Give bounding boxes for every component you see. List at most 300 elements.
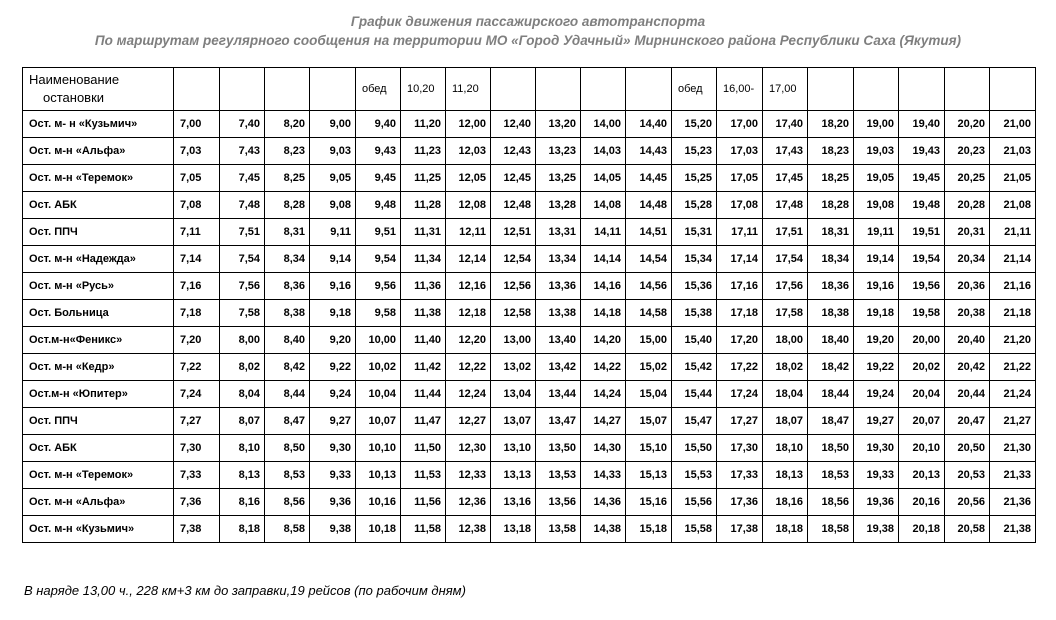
stop-name-cell: Ост. м-н «Надежда»	[23, 246, 174, 273]
stop-name-cell: Ост. м-н «Альфа»	[23, 489, 174, 516]
departure-time-cell: 7,20	[174, 327, 220, 354]
departure-time-cell: 12,00	[446, 111, 491, 138]
departure-time-cell: 13,13	[491, 462, 536, 489]
departure-time-cell: 8,28	[265, 192, 310, 219]
departure-time-cell: 12,58	[491, 300, 536, 327]
departure-time-cell: 19,36	[854, 489, 899, 516]
table-row	[23, 192, 1036, 219]
departure-time-cell: 18,38	[808, 300, 854, 327]
departure-time-cell: 18,36	[808, 273, 854, 300]
departure-time-cell: 11,36	[401, 273, 446, 300]
departure-time-cell: 20,44	[945, 381, 990, 408]
departure-time-cell: 17,00	[717, 111, 763, 138]
departure-time-cell: 9,22	[310, 354, 356, 381]
header-column-1	[174, 68, 220, 111]
departure-time-cell: 19,43	[899, 138, 945, 165]
departure-time-cell: 13,10	[491, 435, 536, 462]
departure-time-cell: 13,42	[536, 354, 581, 381]
departure-time-cell: 9,03	[310, 138, 356, 165]
departure-time-cell: 7,00	[174, 111, 220, 138]
departure-time-cell: 15,04	[626, 381, 672, 408]
departure-time-cell: 12,11	[446, 219, 491, 246]
departure-time-cell: 12,14	[446, 246, 491, 273]
departure-time-cell: 9,38	[310, 516, 356, 543]
departure-time-cell: 7,18	[174, 300, 220, 327]
departure-time-cell: 11,53	[401, 462, 446, 489]
departure-time-cell: 12,48	[491, 192, 536, 219]
departure-time-cell: 14,36	[581, 489, 626, 516]
departure-time-cell: 15,16	[626, 489, 672, 516]
departure-time-cell: 8,23	[265, 138, 310, 165]
departure-time-cell: 13,44	[536, 381, 581, 408]
departure-time-cell: 18,07	[763, 408, 808, 435]
departure-time-cell: 15,58	[672, 516, 717, 543]
departure-time-cell: 7,40	[220, 111, 265, 138]
departure-time-cell: 7,56	[220, 273, 265, 300]
departure-time-cell: 18,00	[763, 327, 808, 354]
departure-time-cell: 20,00	[899, 327, 945, 354]
departure-time-cell: 8,00	[220, 327, 265, 354]
departure-time-cell: 8,40	[265, 327, 310, 354]
departure-time-cell: 19,51	[899, 219, 945, 246]
departure-time-cell: 13,28	[536, 192, 581, 219]
table-row	[23, 381, 1036, 408]
stop-name-cell: Ост. м-н «Теремок»	[23, 165, 174, 192]
departure-time-cell: 17,05	[717, 165, 763, 192]
departure-time-cell: 14,30	[581, 435, 626, 462]
departure-time-cell: 14,58	[626, 300, 672, 327]
departure-time-cell: 21,38	[990, 516, 1036, 543]
departure-time-cell: 11,38	[401, 300, 446, 327]
departure-time-cell: 17,30	[717, 435, 763, 462]
departure-time-cell: 17,22	[717, 354, 763, 381]
departure-time-cell: 14,54	[626, 246, 672, 273]
header-column-13: 16,00-	[717, 68, 763, 111]
table-row	[23, 462, 1036, 489]
departure-time-cell: 20,58	[945, 516, 990, 543]
departure-time-cell: 17,14	[717, 246, 763, 273]
departure-time-cell: 15,13	[626, 462, 672, 489]
stop-name-cell: Ост. м-н «Кедр»	[23, 354, 174, 381]
departure-time-cell: 18,42	[808, 354, 854, 381]
departure-time-cell: 19,24	[854, 381, 899, 408]
departure-time-cell: 14,48	[626, 192, 672, 219]
departure-time-cell: 13,04	[491, 381, 536, 408]
departure-time-cell: 18,34	[808, 246, 854, 273]
stop-name-cell: Ост. ППЧ	[23, 408, 174, 435]
departure-time-cell: 21,30	[990, 435, 1036, 462]
stop-name-cell: Ост. м-н «Кузьмич»	[23, 516, 174, 543]
departure-time-cell: 11,42	[401, 354, 446, 381]
departure-time-cell: 14,38	[581, 516, 626, 543]
stop-name-cell: Ост.м-н«Феникс»	[23, 327, 174, 354]
departure-time-cell: 21,27	[990, 408, 1036, 435]
departure-time-cell: 7,33	[174, 462, 220, 489]
departure-time-cell: 15,31	[672, 219, 717, 246]
departure-time-cell: 21,11	[990, 219, 1036, 246]
header-column-4	[310, 68, 356, 111]
departure-time-cell: 15,36	[672, 273, 717, 300]
departure-time-cell: 19,14	[854, 246, 899, 273]
departure-time-cell: 14,14	[581, 246, 626, 273]
departure-time-cell: 12,22	[446, 354, 491, 381]
departure-time-cell: 8,47	[265, 408, 310, 435]
departure-time-cell: 7,24	[174, 381, 220, 408]
departure-time-cell: 17,38	[717, 516, 763, 543]
table-row	[23, 300, 1036, 327]
departure-time-cell: 18,53	[808, 462, 854, 489]
departure-time-cell: 8,25	[265, 165, 310, 192]
departure-time-cell: 7,48	[220, 192, 265, 219]
table-row	[23, 165, 1036, 192]
departure-time-cell: 12,43	[491, 138, 536, 165]
departure-time-cell: 21,00	[990, 111, 1036, 138]
departure-time-cell: 14,51	[626, 219, 672, 246]
departure-time-cell: 13,56	[536, 489, 581, 516]
header-column-14: 17,00	[763, 68, 808, 111]
departure-time-cell: 17,20	[717, 327, 763, 354]
departure-time-cell: 21,20	[990, 327, 1036, 354]
departure-time-cell: 7,05	[174, 165, 220, 192]
departure-time-cell: 8,53	[265, 462, 310, 489]
departure-time-cell: 13,36	[536, 273, 581, 300]
departure-time-cell: 13,00	[491, 327, 536, 354]
departure-time-cell: 12,36	[446, 489, 491, 516]
departure-time-cell: 13,07	[491, 408, 536, 435]
departure-time-cell: 15,53	[672, 462, 717, 489]
departure-time-cell: 7,58	[220, 300, 265, 327]
departure-time-cell: 8,31	[265, 219, 310, 246]
departure-time-cell: 20,18	[899, 516, 945, 543]
departure-time-cell: 19,38	[854, 516, 899, 543]
departure-time-cell: 12,03	[446, 138, 491, 165]
departure-time-cell: 9,51	[356, 219, 401, 246]
departure-time-cell: 10,16	[356, 489, 401, 516]
departure-time-cell: 14,27	[581, 408, 626, 435]
document-subtitle: По маршрутам регулярного сообщения на территории МО «Город Удачный» Мирнинского района Республики Саха (Якутия)	[94, 33, 962, 48]
departure-time-cell: 18,47	[808, 408, 854, 435]
departure-time-cell: 18,10	[763, 435, 808, 462]
stop-name-cell: Ост. м- н «Кузьмич»	[23, 111, 174, 138]
departure-time-cell: 13,34	[536, 246, 581, 273]
table-row	[23, 354, 1036, 381]
departure-time-cell: 18,23	[808, 138, 854, 165]
departure-time-cell: 17,18	[717, 300, 763, 327]
document-title: График движения пассажирского автотранспорта	[350, 14, 706, 29]
departure-time-cell: 7,45	[220, 165, 265, 192]
header-column-9	[536, 68, 581, 111]
departure-time-cell: 9,45	[356, 165, 401, 192]
departure-time-cell: 7,43	[220, 138, 265, 165]
header-column-17	[899, 68, 945, 111]
departure-time-cell: 21,33	[990, 462, 1036, 489]
header-column-19	[990, 68, 1036, 111]
departure-time-cell: 20,38	[945, 300, 990, 327]
header-stop-name-line1: Наименование	[29, 72, 120, 87]
departure-time-cell: 15,18	[626, 516, 672, 543]
departure-time-cell: 14,18	[581, 300, 626, 327]
table-row	[23, 246, 1036, 273]
departure-time-cell: 15,44	[672, 381, 717, 408]
departure-time-cell: 12,20	[446, 327, 491, 354]
departure-time-cell: 12,05	[446, 165, 491, 192]
departure-time-cell: 9,18	[310, 300, 356, 327]
departure-time-cell: 18,50	[808, 435, 854, 462]
departure-time-cell: 20,40	[945, 327, 990, 354]
departure-time-cell: 13,53	[536, 462, 581, 489]
departure-time-cell: 7,11	[174, 219, 220, 246]
header-stop-name	[23, 68, 174, 111]
departure-time-cell: 19,56	[899, 273, 945, 300]
departure-time-cell: 9,14	[310, 246, 356, 273]
departure-time-cell: 17,40	[763, 111, 808, 138]
departure-time-cell: 15,25	[672, 165, 717, 192]
header-column-18	[945, 68, 990, 111]
departure-time-cell: 7,14	[174, 246, 220, 273]
departure-time-cell: 17,33	[717, 462, 763, 489]
departure-time-cell: 14,03	[581, 138, 626, 165]
departure-time-cell: 19,48	[899, 192, 945, 219]
departure-time-cell: 19,11	[854, 219, 899, 246]
header-column-16	[854, 68, 899, 111]
departure-time-cell: 20,47	[945, 408, 990, 435]
departure-time-cell: 19,16	[854, 273, 899, 300]
departure-time-cell: 17,48	[763, 192, 808, 219]
header-column-11	[626, 68, 672, 111]
departure-time-cell: 14,43	[626, 138, 672, 165]
departure-time-cell: 20,53	[945, 462, 990, 489]
departure-time-cell: 15,00	[626, 327, 672, 354]
header-column-3	[265, 68, 310, 111]
departure-time-cell: 9,20	[310, 327, 356, 354]
departure-time-cell: 19,58	[899, 300, 945, 327]
table-row	[23, 489, 1036, 516]
departure-time-cell: 15,20	[672, 111, 717, 138]
departure-time-cell: 20,20	[945, 111, 990, 138]
departure-time-cell: 9,56	[356, 273, 401, 300]
departure-time-cell: 19,05	[854, 165, 899, 192]
departure-time-cell: 11,44	[401, 381, 446, 408]
departure-time-cell: 13,50	[536, 435, 581, 462]
departure-time-cell: 8,58	[265, 516, 310, 543]
departure-time-cell: 20,16	[899, 489, 945, 516]
table-header-row	[23, 68, 1036, 111]
schedule-table	[22, 67, 1036, 543]
departure-time-cell: 11,23	[401, 138, 446, 165]
header-stop-name-line2: остановки	[43, 90, 105, 105]
departure-time-cell: 7,03	[174, 138, 220, 165]
departure-time-cell: 18,20	[808, 111, 854, 138]
departure-time-cell: 21,03	[990, 138, 1036, 165]
departure-time-cell: 14,40	[626, 111, 672, 138]
departure-time-cell: 15,38	[672, 300, 717, 327]
departure-time-cell: 20,23	[945, 138, 990, 165]
departure-time-cell: 7,36	[174, 489, 220, 516]
departure-time-cell: 9,24	[310, 381, 356, 408]
header-column-12: обед	[672, 68, 717, 111]
departure-time-cell: 7,54	[220, 246, 265, 273]
departure-time-cell: 11,25	[401, 165, 446, 192]
stop-name-cell: Ост.м-н «Юпитер»	[23, 381, 174, 408]
table-row	[23, 327, 1036, 354]
departure-time-cell: 9,36	[310, 489, 356, 516]
departure-time-cell: 8,16	[220, 489, 265, 516]
departure-time-cell: 17,11	[717, 219, 763, 246]
departure-time-cell: 19,03	[854, 138, 899, 165]
departure-time-cell: 20,13	[899, 462, 945, 489]
departure-time-cell: 17,27	[717, 408, 763, 435]
departure-time-cell: 21,05	[990, 165, 1036, 192]
departure-time-cell: 7,27	[174, 408, 220, 435]
departure-time-cell: 18,16	[763, 489, 808, 516]
departure-time-cell: 19,33	[854, 462, 899, 489]
departure-time-cell: 19,20	[854, 327, 899, 354]
table-row	[23, 111, 1036, 138]
stop-name-cell: Ост. ППЧ	[23, 219, 174, 246]
departure-time-cell: 13,23	[536, 138, 581, 165]
departure-time-cell: 20,28	[945, 192, 990, 219]
departure-time-cell: 18,28	[808, 192, 854, 219]
departure-time-cell: 10,07	[356, 408, 401, 435]
departure-time-cell: 14,45	[626, 165, 672, 192]
departure-time-cell: 21,08	[990, 192, 1036, 219]
table-row	[23, 516, 1036, 543]
departure-time-cell: 9,30	[310, 435, 356, 462]
departure-time-cell: 17,43	[763, 138, 808, 165]
departure-time-cell: 21,18	[990, 300, 1036, 327]
departure-time-cell: 13,58	[536, 516, 581, 543]
table-row	[23, 219, 1036, 246]
departure-time-cell: 9,00	[310, 111, 356, 138]
departure-time-cell: 19,54	[899, 246, 945, 273]
departure-time-cell: 14,33	[581, 462, 626, 489]
departure-time-cell: 20,07	[899, 408, 945, 435]
header-column-2	[220, 68, 265, 111]
departure-time-cell: 21,16	[990, 273, 1036, 300]
departure-time-cell: 17,03	[717, 138, 763, 165]
departure-time-cell: 12,38	[446, 516, 491, 543]
departure-time-cell: 9,08	[310, 192, 356, 219]
departure-time-cell: 20,04	[899, 381, 945, 408]
departure-time-cell: 8,20	[265, 111, 310, 138]
departure-time-cell: 20,36	[945, 273, 990, 300]
departure-time-cell: 11,58	[401, 516, 446, 543]
departure-time-cell: 17,58	[763, 300, 808, 327]
departure-time-cell: 7,16	[174, 273, 220, 300]
departure-time-cell: 8,38	[265, 300, 310, 327]
departure-time-cell: 7,22	[174, 354, 220, 381]
departure-time-cell: 12,16	[446, 273, 491, 300]
departure-time-cell: 14,20	[581, 327, 626, 354]
departure-time-cell: 20,25	[945, 165, 990, 192]
departure-time-cell: 8,18	[220, 516, 265, 543]
departure-time-cell: 19,40	[899, 111, 945, 138]
departure-time-cell: 14,22	[581, 354, 626, 381]
departure-time-cell: 8,07	[220, 408, 265, 435]
departure-time-cell: 18,13	[763, 462, 808, 489]
departure-time-cell: 13,16	[491, 489, 536, 516]
departure-time-cell: 8,04	[220, 381, 265, 408]
departure-time-cell: 19,08	[854, 192, 899, 219]
departure-time-cell: 20,50	[945, 435, 990, 462]
departure-time-cell: 9,40	[356, 111, 401, 138]
departure-time-cell: 15,10	[626, 435, 672, 462]
table-row	[23, 435, 1036, 462]
departure-time-cell: 10,04	[356, 381, 401, 408]
departure-time-cell: 10,13	[356, 462, 401, 489]
departure-time-cell: 17,08	[717, 192, 763, 219]
stop-name-cell: Ост. м-н «Альфа»	[23, 138, 174, 165]
departure-time-cell: 20,34	[945, 246, 990, 273]
departure-time-cell: 9,05	[310, 165, 356, 192]
table-row	[23, 408, 1036, 435]
departure-time-cell: 15,23	[672, 138, 717, 165]
departure-time-cell: 15,50	[672, 435, 717, 462]
departure-time-cell: 9,43	[356, 138, 401, 165]
departure-time-cell: 17,45	[763, 165, 808, 192]
departure-time-cell: 12,56	[491, 273, 536, 300]
departure-time-cell: 12,51	[491, 219, 536, 246]
departure-time-cell: 8,50	[265, 435, 310, 462]
departure-time-cell: 11,34	[401, 246, 446, 273]
departure-time-cell: 11,50	[401, 435, 446, 462]
table-row	[23, 138, 1036, 165]
departure-time-cell: 15,42	[672, 354, 717, 381]
departure-time-cell: 15,02	[626, 354, 672, 381]
departure-time-cell: 18,58	[808, 516, 854, 543]
departure-time-cell: 18,04	[763, 381, 808, 408]
departure-time-cell: 9,11	[310, 219, 356, 246]
departure-time-cell: 20,02	[899, 354, 945, 381]
departure-time-cell: 18,25	[808, 165, 854, 192]
departure-time-cell: 8,34	[265, 246, 310, 273]
departure-time-cell: 8,02	[220, 354, 265, 381]
departure-time-cell: 7,38	[174, 516, 220, 543]
departure-time-cell: 19,22	[854, 354, 899, 381]
departure-time-cell: 19,18	[854, 300, 899, 327]
departure-time-cell: 17,56	[763, 273, 808, 300]
departure-time-cell: 19,45	[899, 165, 945, 192]
departure-time-cell: 7,51	[220, 219, 265, 246]
departure-time-cell: 10,02	[356, 354, 401, 381]
departure-time-cell: 15,07	[626, 408, 672, 435]
departure-time-cell: 13,47	[536, 408, 581, 435]
departure-time-cell: 13,18	[491, 516, 536, 543]
departure-time-cell: 18,02	[763, 354, 808, 381]
departure-time-cell: 12,40	[491, 111, 536, 138]
departure-time-cell: 7,30	[174, 435, 220, 462]
stop-name-cell: Ост. АБК	[23, 192, 174, 219]
departure-time-cell: 15,47	[672, 408, 717, 435]
departure-time-cell: 18,31	[808, 219, 854, 246]
departure-time-cell: 11,31	[401, 219, 446, 246]
departure-time-cell: 7,08	[174, 192, 220, 219]
header-column-6: 10,20	[401, 68, 446, 111]
departure-time-cell: 14,24	[581, 381, 626, 408]
footer-note: В наряде 13,00 ч., 228 км+3 км до заправки,19 рейсов (по рабочим дням)	[24, 583, 466, 598]
departure-time-cell: 12,24	[446, 381, 491, 408]
departure-time-cell: 14,56	[626, 273, 672, 300]
departure-time-cell: 19,00	[854, 111, 899, 138]
departure-time-cell: 18,40	[808, 327, 854, 354]
departure-time-cell: 8,36	[265, 273, 310, 300]
departure-time-cell: 12,30	[446, 435, 491, 462]
stop-name-cell: Ост. м-н «Теремок»	[23, 462, 174, 489]
departure-time-cell: 18,44	[808, 381, 854, 408]
stop-name-cell: Ост. м-н «Русь»	[23, 273, 174, 300]
departure-time-cell: 10,10	[356, 435, 401, 462]
departure-time-cell: 20,42	[945, 354, 990, 381]
